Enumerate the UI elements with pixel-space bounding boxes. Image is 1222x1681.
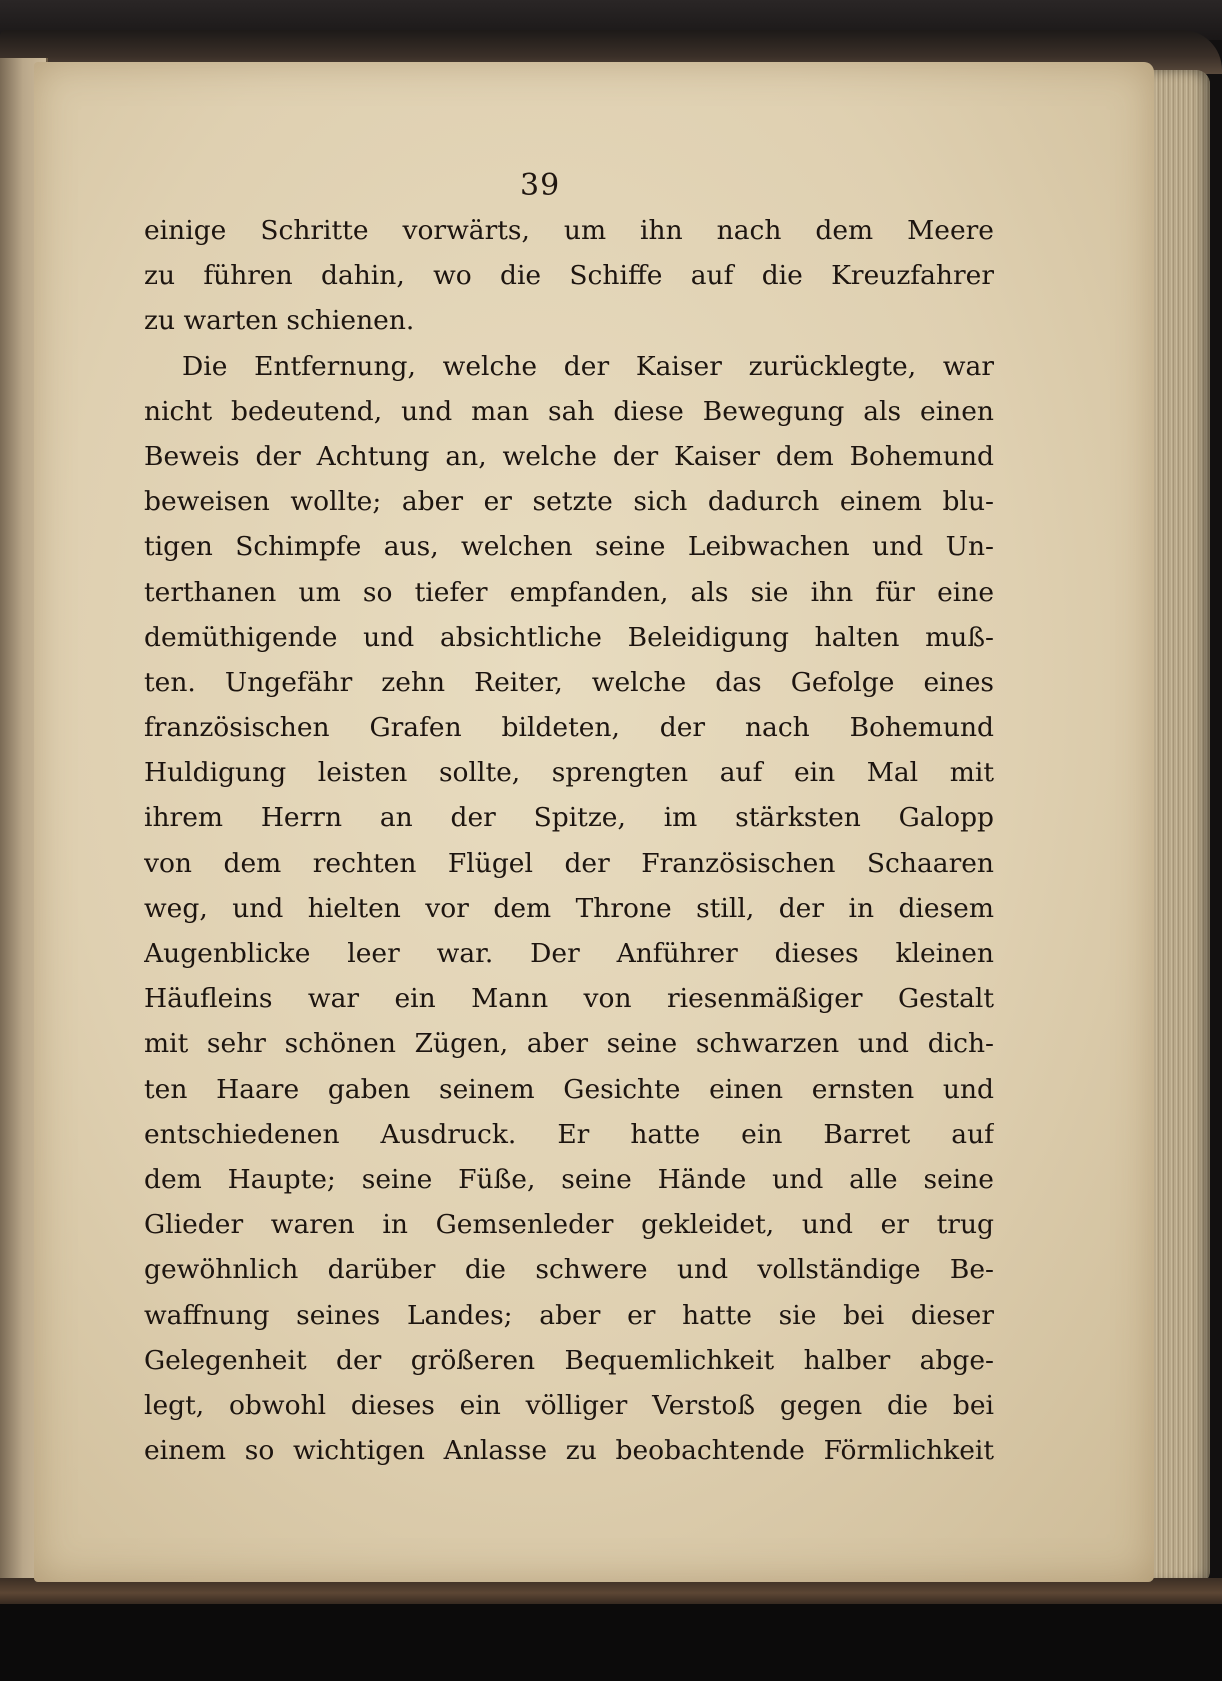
text-line: einem so wichtigen Anlasse zu beobachtende Förmlichkeit [144,1435,994,1467]
text-line: französischen Grafen bildeten, der nach Bohemund [144,712,994,744]
text-line: beweisen wollte; aber er setzte sich dadurch einem blu- [144,486,994,518]
text-line: terthanen um so tiefer empfanden, als sie ihn für eine [144,576,994,608]
text-line: zu warten schienen. [144,305,415,337]
text-line: Huldigung leisten sollte, sprengten auf ein Mal mit [144,757,994,789]
text-line: waffnung seines Landes; aber er hatte sie bei dieser [144,1299,994,1331]
text-line: nicht bedeutend, und man sah diese Bewegung als einen [144,395,994,427]
text-line: tigen Schimpfe aus, welchen seine Leibwachen und Un- [144,531,994,563]
text-line: gewöhnlich darüber die schwere und vollständige Be- [144,1254,994,1286]
text-line: Häufleins war ein Mann von riesenmäßiger Gestalt [144,983,994,1015]
text-line: Glieder waren in Gemsenleder gekleidet, und er trug [144,1209,994,1241]
text-line: zu führen dahin, wo die Schiffe auf die Kreuzfahrer [144,260,994,292]
text-line: demüthigende und absichtliche Beleidigung halten muß- [144,621,994,653]
text-line: entschiedenen Ausdruck. Er hatte ein Barret auf [144,1118,994,1150]
text-line: von dem rechten Flügel der Französischen Schaaren [144,847,994,879]
text-line: ten Haare gaben seinem Gesichte einen ernsten und [144,1073,994,1105]
text-line: dem Haupte; seine Füße, seine Hände und alle seine [144,1163,994,1195]
text-line: weg, und hielten vor dem Throne still, der in diesem [144,892,994,924]
text-line: Gelegenheit der größeren Bequemlichkeit halber abge- [144,1344,994,1376]
text-line: ten. Ungefähr zehn Reiter, welche das Gefolge eines [144,666,994,698]
page-number: 39 [520,168,561,203]
text-line: mit sehr schönen Zügen, aber seine schwarzen und dich- [144,1028,994,1060]
text-line: legt, obwohl dieses ein völliger Verstoß gegen die bei [144,1389,994,1421]
text-line: einige Schritte vorwärts, um ihn nach dem Meere [144,215,994,246]
text-line: Die Entfernung, welche der Kaiser zurücklegte, war [182,350,994,382]
page-text [144,208,994,1473]
text-line: Beweis der Achtung an, welche der Kaiser dem Bohemund [144,440,994,472]
scanner-bottom-band [0,1604,1222,1681]
text-line: Augenblicke leer war. Der Anführer dieses kleinen [144,938,994,969]
text-line: ihrem Herrn an der Spitze, im stärksten Galopp [144,802,994,834]
